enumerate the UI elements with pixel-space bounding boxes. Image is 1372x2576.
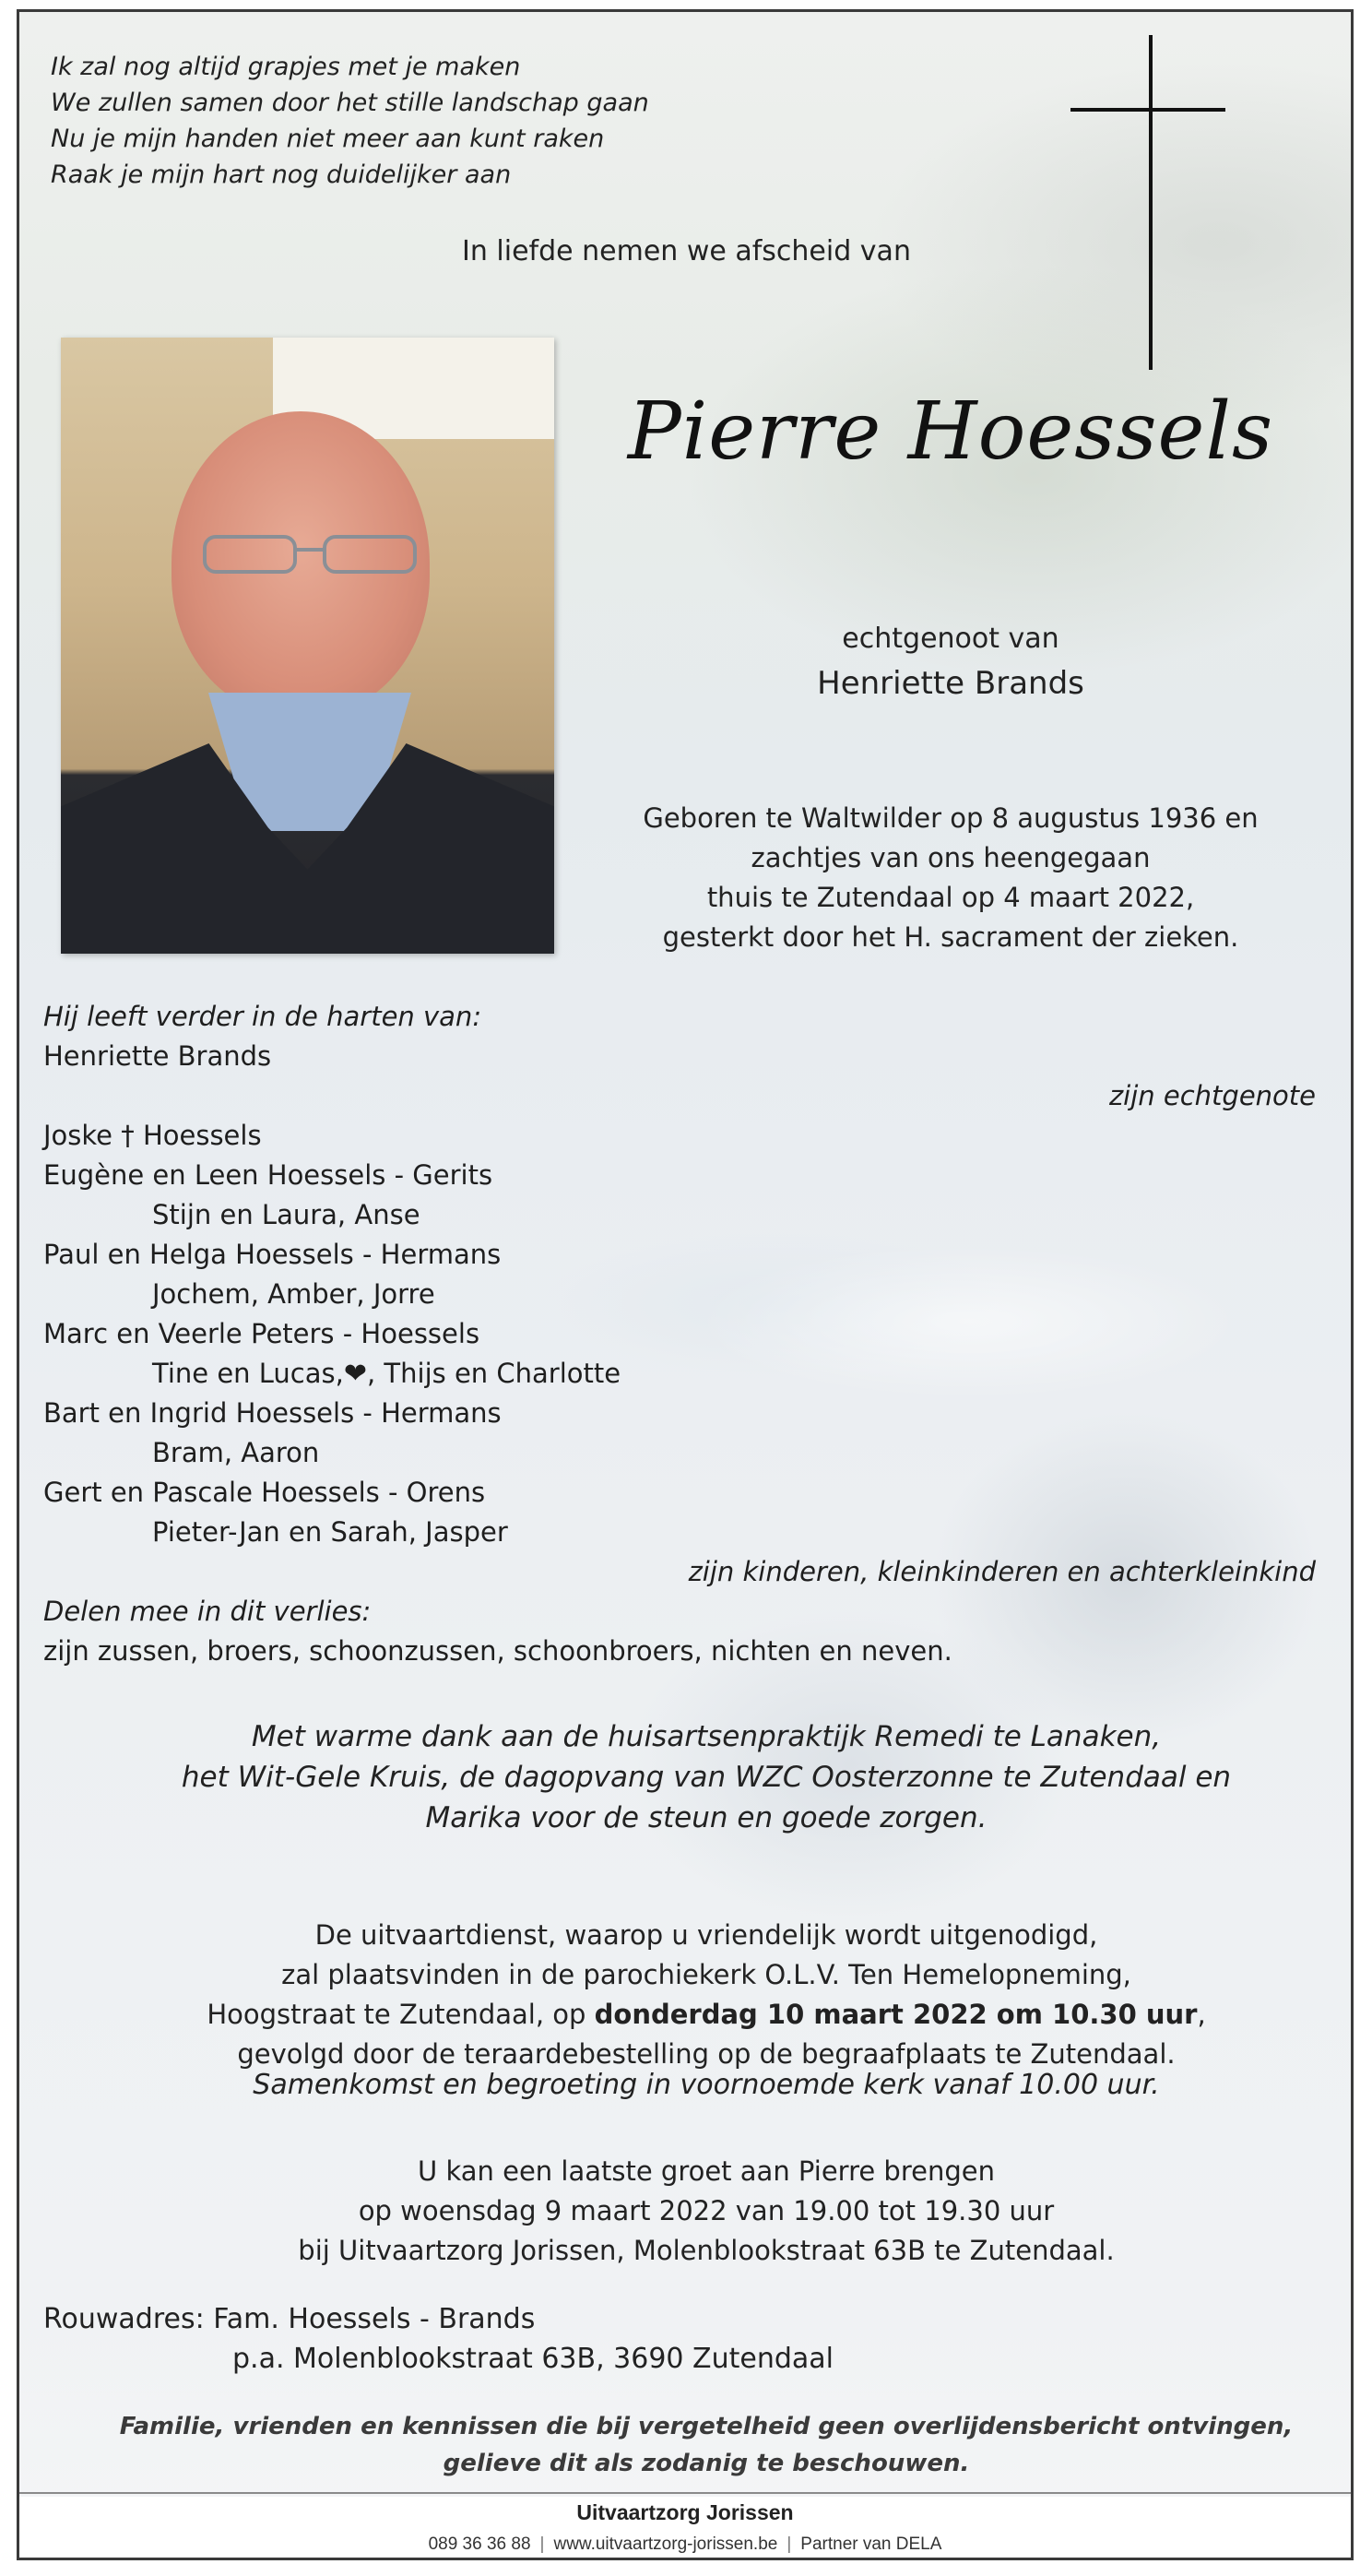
born-line: Geboren te Waltwilder op 8 augustus 1936 en (643, 802, 1259, 834)
family-member: Eugène en Leen Hoessels - Gerits (43, 1159, 493, 1191)
family-grandchildren: Stijn en Laura, Anse (152, 1199, 420, 1230)
meeting-text: Samenkomst en begroeting in voornoemde kerk vanaf 10.00 uur. (253, 2069, 1160, 2101)
family-heading: Hij leeft verder in de harten van: (43, 1001, 482, 1032)
notice-line: gelieve dit als zodanig te beschouwen. (443, 2450, 970, 2477)
notice-line: Familie, vrienden en kennissen die bij vergetelheid geen overlijdensbericht ontvingen, (119, 2413, 1294, 2440)
photo-glasses (199, 531, 420, 576)
footer-divider (19, 2492, 1351, 2494)
footer-website[interactable]: www.uitvaartzorg-jorissen.be (553, 2534, 778, 2554)
spouse-label: echtgenoot van (842, 623, 1059, 655)
poem-line: Ik zal nog altijd grapjes met je maken (51, 53, 521, 81)
family-grandchildren (43, 1354, 1316, 1394)
family-grandchildren: Pieter-Jan en Sarah, Jasper (152, 1516, 508, 1548)
notice-text (75, 2408, 1338, 2482)
family-grandchildren: Jochem, Amber, Jorre (152, 1278, 435, 1310)
cross-icon-bar (1070, 108, 1225, 112)
family-list (43, 997, 1316, 1671)
cross-icon (1149, 35, 1153, 370)
poem-line: We zullen samen door het stille landschap gaan (51, 89, 649, 117)
born-line: thuis te Zutendaal op 4 maart 2022, (706, 882, 1195, 913)
poem-line: Nu je mijn handen niet meer aan kunt raken (51, 125, 605, 153)
service-line: gevolgd door de teraardebestelling op de begraafplaats te Zutendaal. (237, 2038, 1176, 2070)
visit-info (75, 2152, 1338, 2271)
funeral-service-info (75, 1916, 1338, 2074)
heart-icon: ❤ (343, 1358, 367, 1390)
share-list: zijn zussen, broers, schoonzussen, schoonbroers, nichten en neven. (43, 1635, 952, 1667)
visit-line: bij Uitvaartzorg Jorissen, Molenblookstraat 63B te Zutendaal. (298, 2235, 1115, 2266)
service-text: Hoogstraat te Zutendaal, op (207, 1999, 595, 2030)
footer-contact (19, 2534, 1351, 2555)
funeral-home-name: Uitvaartzorg Jorissen (576, 2500, 794, 2524)
service-line (75, 1995, 1338, 2035)
family-spouse: Henriette Brands (43, 1040, 272, 1072)
thanks-line: Met warme dank aan de huisartsenpraktijk Remedi te Lanaken, (251, 1720, 1162, 1753)
share-heading: Delen mee in dit verlies: (43, 1596, 372, 1627)
mourning-address (43, 2299, 834, 2379)
family-member: Gert en Pascale Hoessels - Orens (43, 1477, 486, 1508)
footer-separator: | (787, 2534, 792, 2554)
born-line: gesterkt door het H. sacrament der zieken. (662, 921, 1239, 953)
family-member: Bart en Ingrid Hoessels - Hermans (43, 1397, 502, 1429)
footer-partner: Partner van DELA (800, 2534, 942, 2554)
service-line: zal plaatsvinden in de parochiekerk O.L.V. Ten Hemelopneming, (281, 1959, 1131, 1990)
thanks-line: het Wit-Gele Kruis, de dagopvang van WZC Oosterzonne te Zutendaal en (181, 1761, 1232, 1794)
service-text: , (1197, 1999, 1206, 2030)
deceased-name: Pierre Hoessels (627, 386, 1274, 478)
intro-text: In liefde nemen we afscheid van (462, 235, 911, 267)
family-member: Paul en Helga Hoessels - Hermans (43, 1239, 502, 1270)
born-line: zachtjes van ons heengegaan (751, 842, 1151, 873)
family-grandchildren: Bram, Aaron (152, 1437, 320, 1468)
poem-line: Raak je mijn hart nog duidelijker aan (51, 160, 512, 189)
address-line: Rouwadres: Fam. Hoessels - Brands (43, 2303, 536, 2335)
address-line: p.a. Molenblookstraat 63B, 3690 Zutendaal (232, 2343, 834, 2375)
service-line: De uitvaartdienst, waarop u vriendelijk wordt uitgenodigd, (314, 1919, 1098, 1951)
visit-line: U kan een laatste groet aan Pierre brengen (418, 2155, 995, 2187)
thanks-line: Marika voor de steun en goede zorgen. (425, 1801, 988, 1834)
footer (19, 2497, 1351, 2560)
service-date: donderdag 10 maart 2022 om 10.30 uur (594, 1999, 1198, 2030)
death-notice-card (17, 9, 1354, 2560)
family-children-role: zijn kinderen, kleinkinderen en achterkleinkind (688, 1556, 1316, 1587)
birth-death-info (591, 799, 1310, 957)
footer-phone: 089 36 36 88 (428, 2534, 531, 2554)
spouse-name: Henriette Brands (817, 665, 1084, 702)
family-spouse-role: zijn echtgenote (1108, 1080, 1316, 1111)
family-member: Joske † Hoessels (43, 1120, 262, 1151)
family-member: Marc en Veerle Peters - Hoessels (43, 1318, 480, 1349)
grandchildren-text: Tine en Lucas, (152, 1358, 344, 1389)
portrait-photo (61, 338, 554, 954)
footer-separator: | (539, 2534, 545, 2554)
visit-line: op woensdag 9 maart 2022 van 19.00 tot 19.30 uur (358, 2195, 1055, 2226)
thanks-text (75, 1716, 1338, 1838)
poem (51, 49, 649, 193)
grandchildren-text: , Thijs en Charlotte (366, 1358, 621, 1389)
